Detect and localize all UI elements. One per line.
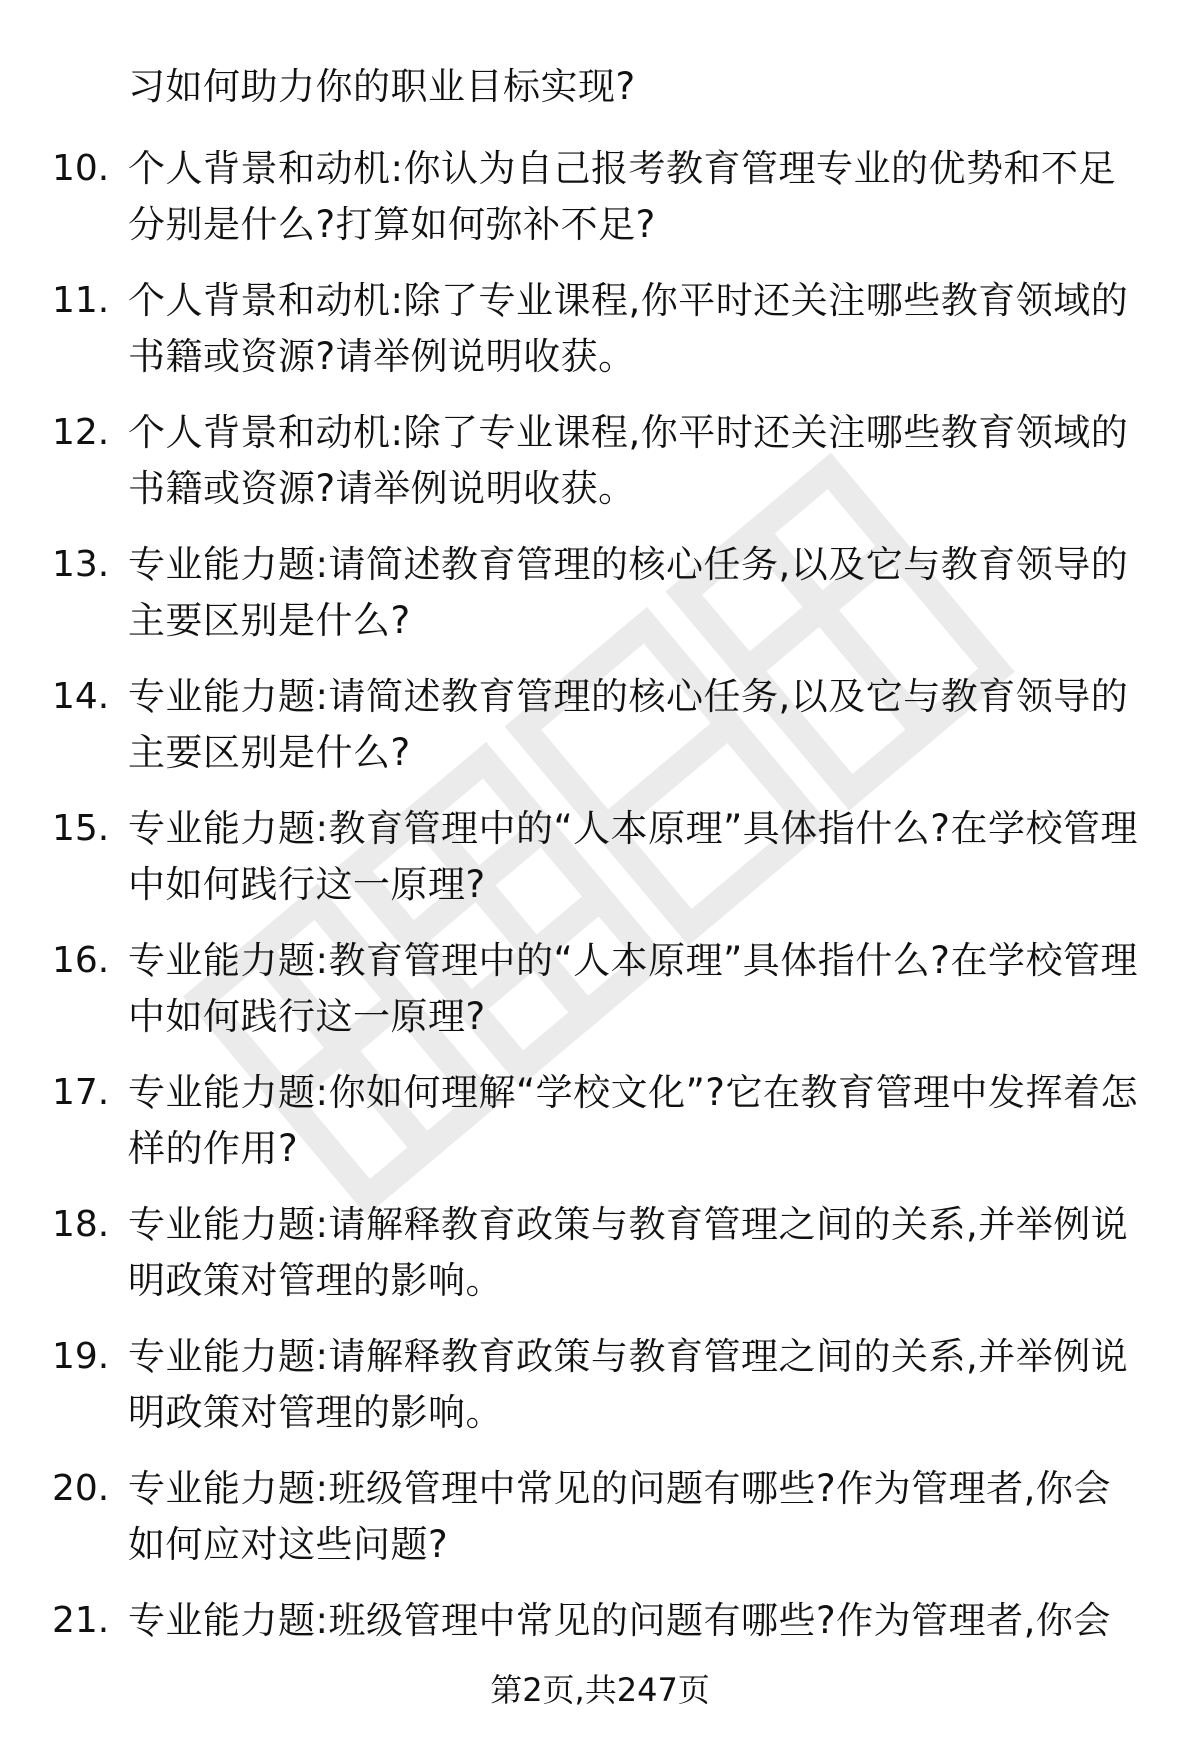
question-text: 专业能力题:请解释教育政策与教育管理之间的关系,并举例说明政策对管理的影响。 <box>128 1203 1129 1302</box>
question-item <box>52 801 1152 933</box>
question-number: 15. <box>52 808 110 849</box>
question-item <box>52 405 1152 537</box>
question-text: 专业能力题:请简述教育管理的核心任务,以及它与教育领导的主要区别是什么? <box>128 543 1129 642</box>
question-text: 个人背景和动机:你认为自己报考教育管理专业的优势和不足分别是什么?打算如何弥补不足? <box>128 147 1116 246</box>
question-item <box>52 537 1152 669</box>
question-item <box>52 1197 1152 1329</box>
page-number-footer: 第2页,共247页 <box>490 1671 710 1709</box>
question-text: 专业能力题:班级管理中常见的问题有哪些?作为管理者,你会 <box>128 1599 1111 1642</box>
question-text: 个人背景和动机:除了专业课程,你平时还关注哪些教育领域的书籍或资源?请举例说明收获。 <box>128 411 1129 510</box>
question-number: 14. <box>52 676 110 717</box>
question-text: 专业能力题:班级管理中常见的问题有哪些?作为管理者,你会如何应对这些问题? <box>128 1467 1111 1566</box>
question-number: 19. <box>52 1336 110 1377</box>
question-text: 专业能力题:教育管理中的“人本原理”具体指什么?在学校管理中如何践行这一原理? <box>128 807 1138 906</box>
question-number: 18. <box>52 1204 110 1245</box>
question-list <box>52 141 1152 1725</box>
question-item <box>52 273 1152 405</box>
question-number: 13. <box>52 544 110 585</box>
question-item <box>52 1461 1152 1593</box>
question-item <box>52 933 1152 1065</box>
question-text: 专业能力题:教育管理中的“人本原理”具体指什么?在学校管理中如何践行这一原理? <box>128 939 1138 1038</box>
question-number: 11. <box>52 280 110 321</box>
question-text: 专业能力题:请解释教育政策与教育管理之间的关系,并举例说明政策对管理的影响。 <box>128 1335 1129 1434</box>
question-number: 20. <box>52 1468 110 1509</box>
question-number: 21. <box>52 1600 110 1641</box>
question-number: 10. <box>52 148 110 189</box>
question-item <box>52 1329 1152 1461</box>
question-text: 专业能力题:你如何理解“学校文化”?它在教育管理中发挥着怎样的作用? <box>128 1071 1138 1170</box>
continuation-text: 习如何助力你的职业目标实现? <box>128 65 636 108</box>
question-item <box>52 141 1152 273</box>
question-number: 12. <box>52 412 110 453</box>
question-item <box>52 1065 1152 1197</box>
question-number: 16. <box>52 940 110 981</box>
question-number: 17. <box>52 1072 110 1113</box>
question-text: 专业能力题:请简述教育管理的核心任务,以及它与教育领导的主要区别是什么? <box>128 675 1129 774</box>
question-item <box>52 669 1152 801</box>
question-text: 个人背景和动机:除了专业课程,你平时还关注哪些教育领域的书籍或资源?请举例说明收获。 <box>128 279 1129 378</box>
